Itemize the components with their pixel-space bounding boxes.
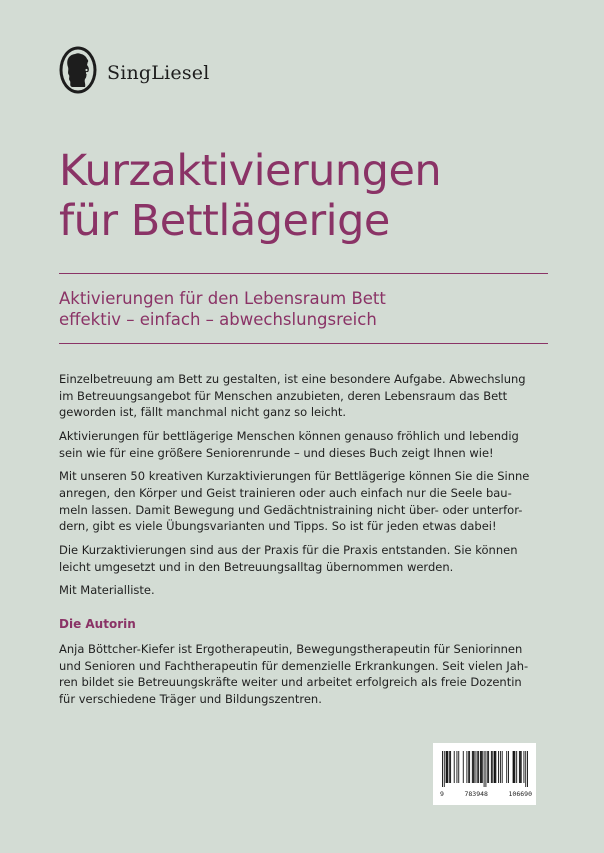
book-title bbox=[59, 146, 441, 246]
barcode-bar bbox=[442, 751, 443, 787]
text-line: anregen, den Körper und Geist trainieren oder auch einfach nur die Seele bau- bbox=[59, 485, 512, 500]
barcode-bar bbox=[482, 751, 483, 783]
barcode-bar bbox=[466, 751, 467, 783]
barcode-bar bbox=[447, 751, 448, 783]
brand-logo bbox=[59, 46, 210, 94]
barcode-bar bbox=[480, 751, 481, 783]
text-line: sein wie für eine größere Seniorenrunde – und dieses Buch zeigt Ihnen wie! bbox=[59, 445, 494, 460]
barcode-bar bbox=[491, 751, 492, 783]
barcode-prefix: 9 bbox=[440, 790, 444, 798]
text-line: Mit unseren 50 kreativen Kurzaktivierungen für Bettlägerige können Sie die Sinne bbox=[59, 469, 530, 484]
text-line: meln lassen. Damit Bewegung und Gedächtnistraining nicht über- oder unterfor- bbox=[59, 502, 523, 517]
barcode-bar bbox=[487, 751, 488, 783]
text-line: Die Kurzaktivierungen sind aus der Praxis für die Praxis entstanden. Sie können bbox=[59, 542, 518, 557]
barcode-bar bbox=[449, 751, 450, 783]
book-title-line-1: Kurzaktivierungen bbox=[59, 146, 442, 196]
subtitle-line-1: Aktivierungen für den Lebensraum Bett bbox=[59, 289, 386, 308]
text-line: Einzelbetreuung am Bett zu gestalten, ist eine besondere Aufgabe. Abwechslung bbox=[59, 372, 526, 386]
barcode-group-1: 783948 bbox=[464, 790, 488, 798]
barcode-bar bbox=[474, 751, 475, 783]
blurb-paragraph-5 bbox=[59, 582, 551, 599]
text-line: Aktivierungen für bettlägerige Menschen können genauso fröhlich und lebendig bbox=[59, 428, 519, 443]
barcode-bar bbox=[516, 751, 517, 783]
barcode-bar bbox=[495, 751, 496, 783]
text-line: im Betreuungsangebot für Menschen anzubieten, deren Lebensraum das Bett bbox=[59, 388, 508, 403]
author-heading: Die Autorin bbox=[59, 617, 136, 631]
barcode-bar bbox=[454, 751, 455, 783]
barcode-bar bbox=[508, 751, 509, 783]
barcode-bar bbox=[463, 751, 464, 783]
barcode-bar bbox=[485, 751, 486, 787]
barcode-bar bbox=[494, 751, 495, 783]
blurb-paragraph-2 bbox=[59, 428, 551, 461]
text-line: dern, gibt es viele Übungsvarianten und Tipps. So ist für jeden etwas dabei! bbox=[59, 519, 497, 534]
barcode-bar bbox=[450, 751, 451, 783]
barcode-bar bbox=[475, 751, 476, 783]
barcode-bar bbox=[495, 751, 496, 783]
blurb-paragraph-3 bbox=[59, 468, 551, 534]
barcode-bar bbox=[514, 751, 515, 783]
barcode-bar bbox=[492, 751, 493, 783]
barcode-bar bbox=[472, 751, 473, 783]
barcode-bar bbox=[506, 751, 507, 783]
text-line: leicht umgesetzt und in den Betreuungsalltag übernommen werden. bbox=[59, 559, 454, 574]
barcode-bar bbox=[519, 751, 520, 783]
divider-bottom bbox=[59, 343, 548, 344]
barcode-bar bbox=[446, 751, 447, 783]
blurb-paragraph-4 bbox=[59, 542, 551, 575]
divider-top bbox=[59, 273, 548, 274]
barcode-number bbox=[440, 790, 532, 798]
barcode-bar bbox=[468, 751, 469, 783]
barcode-bar bbox=[481, 751, 482, 783]
silhouette-cameo-icon bbox=[59, 46, 97, 94]
barcode-bar bbox=[484, 751, 485, 787]
subtitle-line-2: effektiv – einfach – abwechslungsreich bbox=[59, 310, 377, 329]
text-line: Mit Materialliste. bbox=[59, 583, 155, 598]
barcode-bar bbox=[488, 751, 489, 783]
barcode-bar bbox=[502, 751, 503, 783]
barcode-bar bbox=[458, 751, 459, 783]
text-line: Anja Böttcher-Kiefer ist Ergotherapeutin, Bewegungstherapeutin für Seniorinnen bbox=[59, 642, 523, 656]
barcode-bar bbox=[527, 751, 528, 787]
barcode-bar bbox=[521, 751, 522, 783]
barcode-bar bbox=[456, 751, 457, 783]
blurb-text bbox=[59, 371, 551, 606]
book-subtitle bbox=[59, 288, 386, 330]
barcode-bar bbox=[447, 751, 448, 783]
barcode-bar bbox=[469, 751, 470, 783]
brand-name: SingLiesel bbox=[107, 62, 210, 84]
barcode-bar bbox=[473, 751, 474, 783]
barcode-bar bbox=[478, 751, 479, 783]
barcode-bar bbox=[498, 751, 499, 783]
author-bio bbox=[59, 641, 551, 707]
text-line: für verschiedene Träger und Bildungszentren. bbox=[59, 691, 322, 706]
barcode-bar bbox=[477, 751, 478, 783]
barcode-bar bbox=[513, 751, 514, 783]
barcode-bars bbox=[442, 751, 528, 787]
blurb-paragraph-1 bbox=[59, 371, 551, 421]
text-line: geworden ist, fällt manchmal nicht ganz so leicht. bbox=[59, 405, 347, 420]
barcode-bar bbox=[523, 751, 524, 783]
barcode-bar bbox=[500, 751, 501, 783]
barcode-bar bbox=[444, 751, 445, 787]
book-title-line-2: für Bettlägerige bbox=[59, 196, 390, 246]
barcode-bar bbox=[514, 751, 515, 783]
barcode-bar bbox=[525, 751, 526, 787]
text-line: ren bildet sie Betreuungskräfte weiter und arbeitet erfolgreich als freie Dozentin bbox=[59, 675, 522, 690]
barcode-group-2: 106690 bbox=[508, 790, 532, 798]
barcode-bar bbox=[520, 751, 521, 783]
isbn-barcode bbox=[433, 743, 536, 805]
text-line: und Senioren und Fachtherapeutin für demenzielle Erkrankungen. Seit vielen Jah- bbox=[59, 658, 529, 673]
